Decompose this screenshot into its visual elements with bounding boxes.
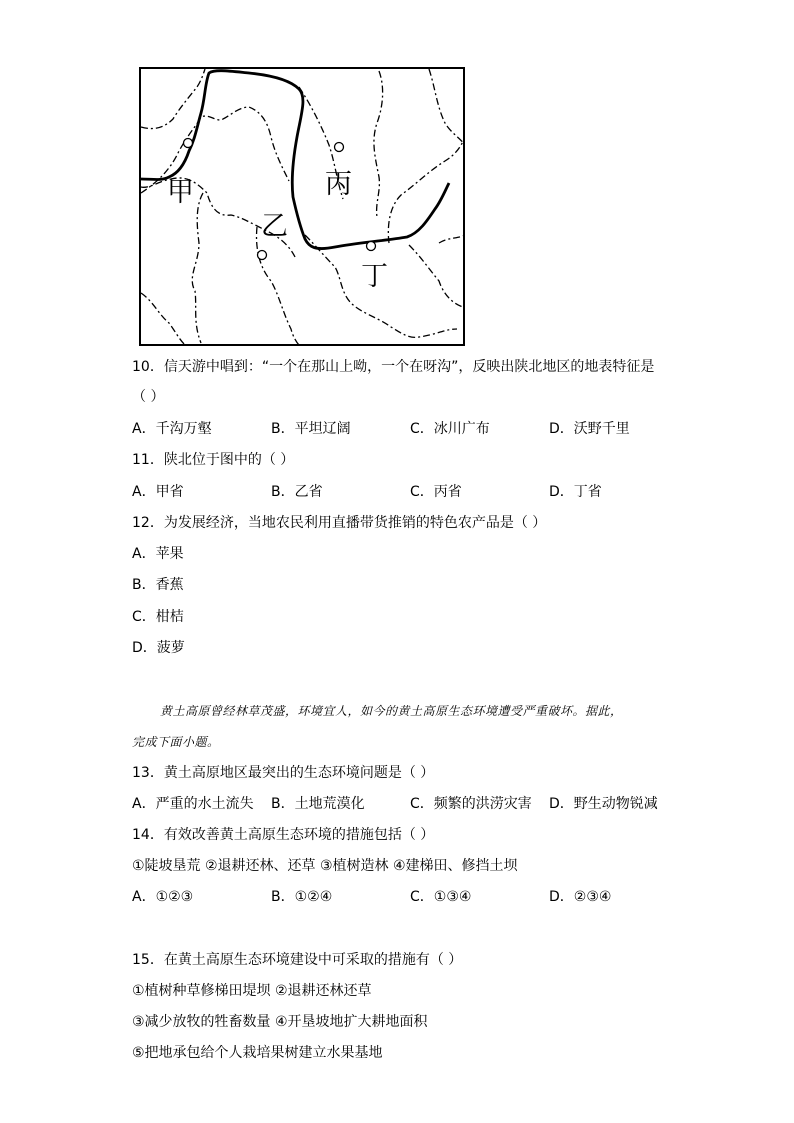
- q10-stem: 10．信天游中唱到：“一个在那山上呦，一个在呀沟”，反映出陕北地区的地表特征是: [132, 359, 655, 375]
- q15-choice-line-2: ③减少放牧的牲畜数量 ④开垦坡地扩大耕地面积: [132, 1014, 428, 1030]
- q12-stem: 12．为发展经济，当地农民利用直播带货推销的特色农产品是（ ）: [132, 515, 547, 531]
- q10-option-a[interactable]: A．千沟万壑: [132, 421, 212, 437]
- q10-option-b[interactable]: B．平坦辽阔: [271, 421, 351, 437]
- q15-stem: 15．在黄土高原生态环境建设中可采取的措施有（ ）: [132, 952, 463, 968]
- q10-option-c[interactable]: C．冰川广布: [410, 421, 490, 437]
- q13-option-a[interactable]: A．严重的水土流失: [132, 796, 254, 812]
- q11-stem: 11．陕北位于图中的（ ）: [132, 452, 295, 468]
- passage-line-2: 完成下面小题。: [132, 735, 220, 749]
- q11-option-b[interactable]: B．乙省: [271, 484, 323, 500]
- q12-option-a[interactable]: A．苹果: [132, 546, 184, 562]
- q14-option-d[interactable]: D．②③④: [549, 889, 612, 905]
- q14-option-a[interactable]: A．①②③: [132, 889, 194, 905]
- q15-choice-line-3: ⑤把地承包给个人栽培果树建立水果基地: [132, 1045, 383, 1061]
- q10-option-d[interactable]: D．沃野千里: [549, 421, 630, 437]
- q15-choice-line-1: ①植树种草修梯田堤坝 ②退耕还林还草: [132, 983, 372, 999]
- q10-bracket: （ ）: [132, 389, 165, 405]
- map-label-bing: 丙: [325, 169, 352, 200]
- map-label-ding: 丁: [361, 261, 388, 292]
- q13-option-b[interactable]: B．土地荒漠化: [271, 796, 365, 812]
- q13-option-d[interactable]: D．野生动物锐减: [549, 796, 658, 812]
- city-marker-jia: [184, 139, 193, 148]
- q14-stem: 14．有效改善黄土高原生态环境的措施包括（ ）: [132, 827, 435, 843]
- q11-option-d[interactable]: D．丁省: [549, 484, 602, 500]
- q11-option-a[interactable]: A．甲省: [132, 484, 184, 500]
- q14-option-c[interactable]: C．①③④: [410, 889, 472, 905]
- city-marker-yi: [258, 251, 267, 260]
- map-label-yi: 乙: [261, 211, 288, 242]
- q12-option-c[interactable]: C．柑桔: [132, 609, 184, 625]
- q11-option-c[interactable]: C．丙省: [410, 484, 462, 500]
- q13-stem: 13．黄土高原地区最突出的生态环境问题是（ ）: [132, 765, 435, 781]
- city-marker-ding: [367, 242, 376, 251]
- province-map: [139, 67, 465, 346]
- city-marker-bing: [335, 143, 344, 152]
- q14-option-b[interactable]: B．①②④: [271, 889, 333, 905]
- q14-choices: ①陡坡垦荒 ②退耕还林、还草 ③植树造林 ④建梯田、修挡土坝: [132, 858, 518, 874]
- q12-option-b[interactable]: B．香蕉: [132, 577, 184, 593]
- map-label-jia: 甲: [167, 177, 194, 208]
- q13-option-c[interactable]: C．频繁的洪涝灾害: [410, 796, 532, 812]
- q12-option-d[interactable]: D．菠萝: [132, 640, 185, 656]
- passage-line-1: 黄土高原曾经林草茂盛，环境宜人，如今的黄土高原生态环境遭受严重破坏。据此，: [160, 704, 623, 718]
